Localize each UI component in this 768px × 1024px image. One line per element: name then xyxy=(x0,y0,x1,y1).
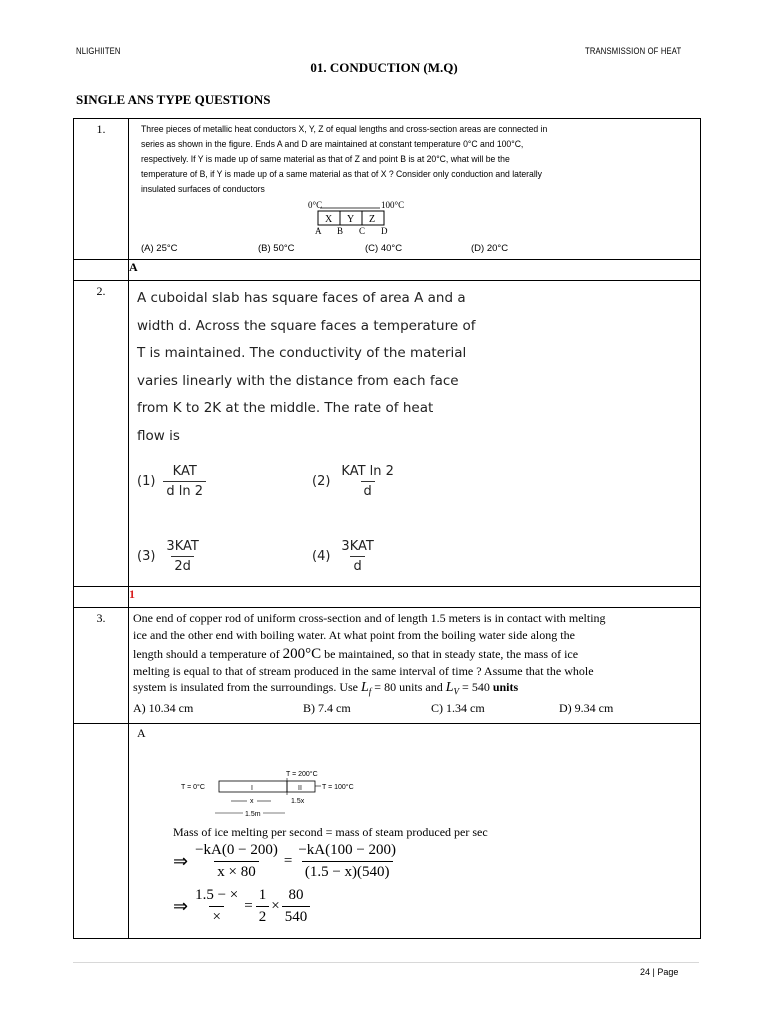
rod-figure xyxy=(181,769,381,821)
footer-divider xyxy=(73,962,699,963)
header-left: NLIGHIITEN xyxy=(76,46,121,56)
segment-label: II xyxy=(298,785,302,792)
question-row-3 xyxy=(74,608,701,724)
q2-line: from K to 2K at the middle. The rate of heat xyxy=(137,400,434,416)
answer-value: A xyxy=(137,726,146,740)
solution-text: Mass of ice melting per second = mass of steam produced per sec xyxy=(173,825,488,839)
section-title: SINGLE ANS TYPE QUESTIONS xyxy=(76,92,271,107)
answer-row-2 xyxy=(74,587,701,608)
option-4: (4) $\frac{\text{3KAT}}{d}$ xyxy=(312,539,374,574)
solution-body xyxy=(129,724,701,939)
option-a: (A) 25°C xyxy=(141,243,178,254)
solution-row-3 xyxy=(74,724,701,939)
option-3: (3) $\frac{\text{3KAT}}{2d}$ xyxy=(137,539,199,574)
q3-line: melting is equal to that of stream produced in the same interval of time ? Assume that the whole xyxy=(133,663,594,678)
questions-table xyxy=(73,118,701,939)
fig-box-label: Y xyxy=(347,214,355,225)
question-body xyxy=(129,119,701,260)
fig-point-label: A xyxy=(315,226,322,236)
fig-box-label: Z xyxy=(369,214,376,225)
equation-1: ⇒ $\frac{-kA(0 - 200)}{x \times 80}$ = $\frac{-kA(100 - 200)}{(1.5 - x)(540)}$ xyxy=(173,842,397,880)
question-number: 2. xyxy=(74,281,129,587)
q1-line: Three pieces of metallic heat conductors X, Y, Z of equal lengths and cross-section areas are connected in xyxy=(141,124,548,134)
q3-line: ice and the other end with boiling water. At what point from the boiling water side along the xyxy=(133,627,575,642)
header-right: TRANSMISSION OF HEAT xyxy=(585,46,682,56)
q3-options xyxy=(133,701,696,716)
q3-line: One end of copper rod of uniform cross-section and of length 1.5 meters is in contact with melting xyxy=(133,611,606,625)
fig-point-label: D xyxy=(381,226,388,236)
temperature-value: 200°C xyxy=(282,646,322,662)
option-a: A) 10.34 cm xyxy=(133,700,194,715)
answer-value: 1 xyxy=(129,587,701,608)
q2-line: varies linearly with the distance from each face xyxy=(137,372,459,389)
question-row-1 xyxy=(74,119,701,260)
q1-line: respectively. If Y is made up of same material as that of Z and point B is at 20°C, what will be the xyxy=(141,154,510,164)
q1-options xyxy=(141,243,696,254)
question-body xyxy=(129,281,701,587)
answer-row-1 xyxy=(74,260,701,281)
option-c: C) 1.34 cm xyxy=(431,700,485,715)
option-b: (B) 50°C xyxy=(258,243,295,254)
q3-line: length should a temperature of 200°C be maintained, so that in steady state, the mass of ice xyxy=(133,646,579,662)
fig-point-label: B xyxy=(337,226,344,236)
q3-line: system is insulated from the surroundings. Use $L_f = 80$ units and $L_V = 540$ units xyxy=(133,680,519,697)
q2-line: T is maintained. The conductivity of the material xyxy=(137,345,467,361)
question-row-2 xyxy=(74,281,701,587)
fig-point-label: C xyxy=(359,226,366,236)
q2-options-row-1 xyxy=(137,464,696,499)
q2-line: flow is xyxy=(137,427,180,444)
equation-2: ⇒ $\frac{1.5 - \times}{\times}$ = $\frac{1}{2}$ × $\frac{80}{540}$ xyxy=(173,887,696,926)
option-c: (C) 40°C xyxy=(365,243,403,254)
segment-label: I xyxy=(251,785,253,792)
fig-label-mid: T = 200°C xyxy=(286,771,318,778)
q2-line: A cuboidal slab has square faces of area A and a xyxy=(137,290,466,306)
option-b: B) 7.4 cm xyxy=(303,700,351,715)
option-1: (1) $\frac{\text{KAT}}{\text{d ln 2}}$ xyxy=(137,464,312,499)
option-2: (2) $\frac{\text{KAT ln 2}}{d}$ xyxy=(312,464,394,499)
fig-box-label: X xyxy=(325,214,333,225)
option-d: D) 9.34 cm xyxy=(559,700,614,715)
dim-length: 1.5m xyxy=(245,811,261,818)
q2-line: width d. Across the square faces a temperature of xyxy=(137,317,476,334)
rod-segment-1 xyxy=(219,781,287,792)
fig-temp-right: 100°C xyxy=(381,200,405,210)
fig-temp-left: 0°C xyxy=(308,200,323,210)
answer-value: A xyxy=(129,260,701,281)
question-number: 3. xyxy=(74,608,129,724)
question-body xyxy=(129,608,701,724)
page-number: 24 | Page xyxy=(640,967,679,977)
option-d: (D) 20°C xyxy=(471,243,509,254)
conductor-figure xyxy=(296,199,436,237)
q1-line: series as shown in the figure. Ends A and D are maintained at constant temperature 0°C and 100°C, xyxy=(141,139,524,149)
q2-options-row-2 xyxy=(137,539,696,574)
fig-label-right: T = 100°C xyxy=(322,784,354,791)
fig-label-left: T = 0°C xyxy=(181,784,205,791)
dim-x: x xyxy=(250,798,254,805)
dim-rest: 1.5x xyxy=(291,798,305,805)
q1-line: temperature of B, if Y is made up of a same material as that of X ? Consider only conduction and laterally xyxy=(141,169,543,179)
page-title: 01. CONDUCTION (M.Q) xyxy=(310,60,458,75)
q1-line: insulated surfaces of conductors xyxy=(141,184,265,194)
question-number: 1. xyxy=(74,119,129,260)
